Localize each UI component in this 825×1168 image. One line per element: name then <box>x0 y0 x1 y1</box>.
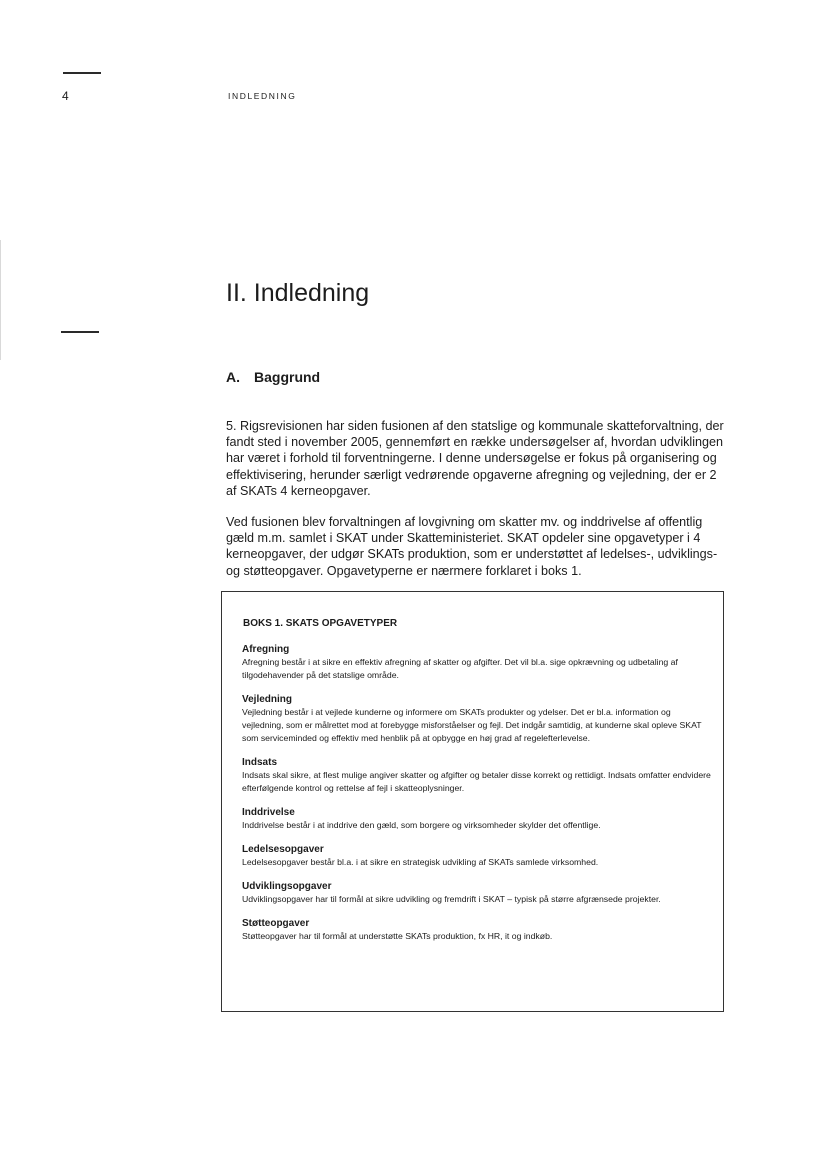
box-item-title: Afregning <box>242 644 290 655</box>
box-item-text: Støtteopgaver har til formål at understøtte SKATs produktion, fx HR, it og indkøb. <box>242 931 553 941</box>
box-item-indsats <box>242 756 712 795</box>
box-item-list <box>242 643 712 954</box>
box-item-title: Udviklingsopgaver <box>242 881 332 892</box>
box-item-text: Vejledning består i at vejlede kunderne og informere om SKATs produkter og ydelser. Det er bl.a. information og vejledning, som er målrettet mod at forebygge misforståelser og fejl. Det indgår samtidig, at kunderne skal opleve SKAT som serviceminded og effektiv med henblik på at opbygge en høj grad af regelefterlevelse. <box>242 707 702 743</box>
section-heading <box>226 369 320 385</box>
paragraph-5: 5. Rigsrevisionen har siden fusionen af den statslige og kommunale skatteforvaltning, der fandt sted i november 2005, gennemført en række undersøgelser af, hvordan udviklingen har været i forhold til forventningerne. I denne undersøgelse er fokus på organisering og effektivisering, herunder særligt vedrørende opgaverne afregning og vejledning, der er 2 af SKATs 4 kerneopgaver. <box>226 419 724 498</box>
box-item-title: Indsats <box>242 757 278 768</box>
box-item-stoetteopgaver <box>242 917 712 943</box>
box-item-title: Vejledning <box>242 694 293 705</box>
box-item-text: Udviklingsopgaver har til formål at sikre udvikling og fremdrift i SKAT – typisk på større afgrænsede projekter. <box>242 894 661 904</box>
section-letter: A. <box>226 369 240 385</box>
box-item-vejledning <box>242 693 712 745</box>
section-title: Baggrund <box>254 369 321 385</box>
page-number: 4 <box>62 89 69 103</box>
box-opgavetyper <box>221 591 724 1012</box>
header-rule <box>63 72 101 74</box>
paragraph-fusion: Ved fusionen blev forvaltningen af lovgivning om skatter mv. og inddrivelse af offentlig gæld m.m. samlet i SKAT under Skatteministeriet. SKAT opdeler sine opgavetyper i 4 kerneopgaver, der udgør SKATs produktion, som er understøttet af ledelses-, udviklings- og støtteopgaver. Opgavetyperne er nærmere forklaret i boks 1. <box>226 515 718 578</box>
box-title: BOKS 1. SKATS OPGAVETYPER <box>243 618 398 629</box>
box-item-text: Afregning består i at sikre en effektiv afregning af skatter og afgifter. Det vil bl.a. sige opkrævning og udbetaling af tilgodehavender på det statslige område. <box>242 657 678 680</box>
chapter-rule <box>61 331 99 333</box>
box-item-text: Ledelsesopgaver består bl.a. i at sikre en strategisk udvikling af SKATs samlede virksomhed. <box>242 857 599 867</box>
box-item-udviklingsopgaver <box>242 880 712 906</box>
running-head: INDLEDNING <box>228 91 297 101</box>
box-item-text: Inddrivelse består i at inddrive den gæld, som borgere og virksomheder skylder det offentlige. <box>242 820 601 830</box>
box-item-ledelsesopgaver <box>242 843 712 869</box>
chapter-title: II. Indledning <box>226 279 370 307</box>
scan-edge-line <box>0 240 1 360</box>
box-item-title: Inddrivelse <box>242 807 295 818</box>
box-item-afregning <box>242 643 712 682</box>
box-item-title: Støtteopgaver <box>242 918 310 929</box>
box-item-title: Ledelsesopgaver <box>242 844 324 855</box>
box-item-text: Indsats skal sikre, at flest mulige angiver skatter og afgifter og betaler disse korrekt og rettidigt. Indsats omfatter endvidere efterfølgende kontrol og rettelse af fejl i skatteoplysninger. <box>242 770 711 793</box>
box-item-inddrivelse <box>242 806 712 832</box>
